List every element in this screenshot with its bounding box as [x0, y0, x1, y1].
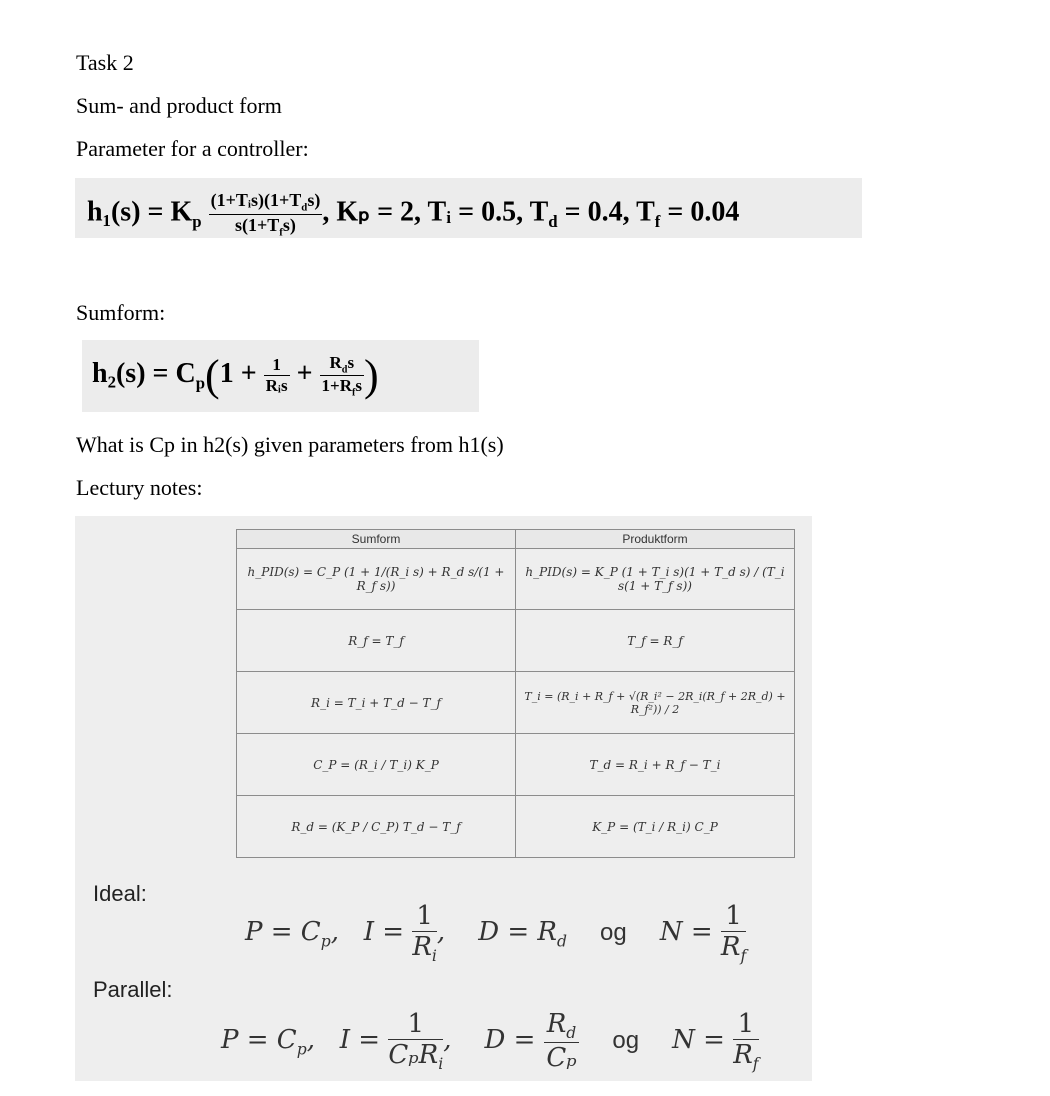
- prod-row-3: T_d = R_i + R_f − T_i: [516, 734, 795, 796]
- header-produktform: Produktform: [516, 530, 795, 549]
- equation-h2: $h_2(s) = C_p(1$ + $\frac{1}{\text{Rᵢs}}$ + $\frac{R_ds}{1+R_fs}$ ): [82, 340, 479, 412]
- prod-row-1: T_f = R_f: [516, 610, 795, 672]
- lecture-notes-image: [75, 516, 812, 1081]
- parallel-equations: $P = C_p$, I = $\frac{1}{C_pR_i}$ , D = $\frac{R_d}{\text{Cₚ}}$ og N = $\frac{1}{R_f}$: [221, 1009, 759, 1074]
- prod-row-4: K_P = (T_i / R_i) C_P: [516, 796, 795, 858]
- sum-row-3: C_P = (R_i / T_i) K_P: [237, 734, 516, 796]
- sum-product-table: [236, 529, 795, 858]
- forms-heading: Sum- and product form: [76, 93, 282, 118]
- task-title: Task 2: [76, 50, 134, 75]
- ideal-label: Ideal:: [93, 881, 147, 906]
- sum-main-formula: [237, 549, 516, 610]
- sum-main-text: h_PID(s) = C_P (1 + 1/(R_i s) + R_d s/(1 + R_f s)): [247, 565, 505, 593]
- sum-row-1: R_f = T_f: [237, 610, 516, 672]
- prod-main-formula: [516, 549, 795, 610]
- equation-h1: $h_1(s) = K_p$ $\frac{(1+Tᵢs)(1+T_ds)}{s(1+T_fs)}$ , Kₚ = 2, Tᵢ = 0.5, $T_d = 0.4$, $T_f = 0.04$: [75, 178, 862, 238]
- prod-row-2: T_i = (R_i + R_f + √(R_i² − 2R_i(R_f + 2R_d) + R_f²)) / 2: [516, 672, 795, 734]
- parallel-label: Parallel:: [93, 977, 173, 1002]
- header-sumform: Sumform: [237, 530, 516, 549]
- sum-row-2: R_i = T_i + T_d − T_f: [237, 672, 516, 734]
- notes-heading: Lectury notes:: [76, 475, 203, 500]
- ideal-equations: $P = C_p$, I = $\frac{1}{R_i}$ , $D = R_d$ og N = $\frac{1}{R_f}$: [245, 901, 747, 966]
- prod-main-text: h_PID(s) = K_P (1 + T_i s)(1 + T_d s) / (T_i s(1 + T_f s)): [525, 565, 785, 593]
- parameter-heading: Parameter for a controller:: [76, 136, 309, 161]
- sumform-heading: Sumform:: [76, 300, 166, 325]
- sum-row-4: R_d = (K_P / C_P) T_d − T_f: [237, 796, 516, 858]
- question-text: What is Cp in h2(s) given parameters from h1(s): [76, 432, 504, 457]
